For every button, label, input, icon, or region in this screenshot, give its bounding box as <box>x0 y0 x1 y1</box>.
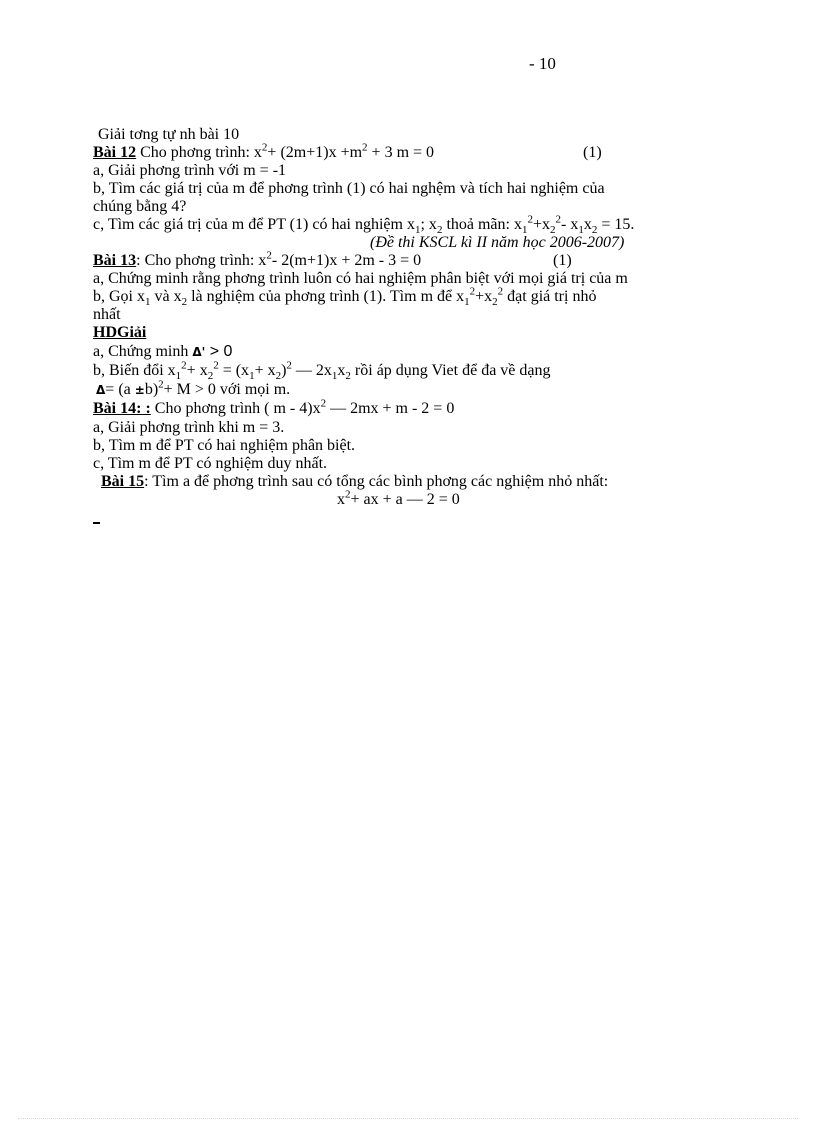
problem-12-lead: Cho phơng trình: x <box>136 144 262 161</box>
equation-part: + (2m+1)x +m <box>267 144 363 161</box>
text-run: là nghiệm của phơng trình (1). Tìm m để x <box>187 288 465 305</box>
text-run: = (a <box>105 381 135 398</box>
text-run: — 2x <box>291 362 332 379</box>
superscript: 2 <box>555 213 562 226</box>
subscript: 2 <box>436 224 443 237</box>
problem-14-heading <box>93 397 455 418</box>
page-bottom-rule <box>18 1118 798 1119</box>
problem-12-label: Bài 12 <box>93 144 137 161</box>
text-run: + x <box>254 362 276 379</box>
equation-part: - 2(m+1)x + 2m - 3 = 0 <box>271 252 422 269</box>
problem-13-part-b-cont: nhất <box>93 306 121 323</box>
text-run: = (x <box>218 362 250 379</box>
problem-13-label: Bài 13 <box>93 252 137 269</box>
subscript: 1 <box>331 370 338 383</box>
text-run: ; x <box>420 216 437 233</box>
plus-minus-icon: ± <box>134 383 145 397</box>
equation-part: + 3 m = 0 <box>367 144 435 161</box>
text-run: a, Chứng minh <box>93 343 189 360</box>
equation-number: (1) <box>583 144 602 161</box>
equation-part: — 2mx + m - 2 = 0 <box>326 400 455 417</box>
text-run: + M > 0 với mọi m. <box>163 381 291 398</box>
problem-14-part-b: b, Tìm m để PT có hai nghiệm phân biệt. <box>93 437 356 454</box>
text-run: thoả mãn: x <box>442 216 522 233</box>
text-run: + ax + a — 2 = 0 <box>350 491 460 508</box>
subscript: 1 <box>145 296 151 309</box>
superscript: 2 <box>266 249 272 262</box>
text-run: c, Tìm các giá trị của m để PT (1) có hai nghiệm x <box>93 216 415 233</box>
problem-14-part-a: a, Giải phơng trình khi m = 3. <box>93 419 285 436</box>
text-run: b, Gọi x <box>93 288 145 305</box>
text-run: đạt giá trị nhỏ <box>503 288 597 305</box>
subscript: 1 <box>464 296 470 309</box>
superscript: 2 <box>158 378 164 391</box>
superscript: 2 <box>213 359 219 372</box>
text-run: = 15. <box>597 216 635 233</box>
subscript: 2 <box>591 224 598 237</box>
subscript: 2 <box>181 296 188 309</box>
equation-number: (1) <box>553 252 572 269</box>
problem-15-label: Bài 15 <box>101 473 145 490</box>
problem-13-part-b <box>93 285 597 309</box>
text-run: +x <box>475 288 493 305</box>
subscript: 1 <box>414 224 421 237</box>
subscript: 1 <box>249 370 255 383</box>
superscript: 2 <box>181 359 187 372</box>
text-run: b) <box>144 381 159 398</box>
solution-part-a <box>93 343 232 361</box>
problem-12-part-b-cont: chúng bằng 4? <box>93 198 187 215</box>
problem-13-heading <box>93 249 422 270</box>
intro-line: Giải tơng tự nh bài 10 <box>98 126 240 143</box>
problem-15-heading <box>101 473 608 491</box>
text-run: rồi áp dụng Viet để đa về dạng <box>350 362 551 379</box>
superscript: 2 <box>261 141 268 154</box>
text-run: - x <box>561 216 579 233</box>
delta-icon: Δ <box>96 383 106 397</box>
problem-12-part-c: c, Tìm các giá trị của m để PT (1) có hai nghiệm $x_1$; $x_2$ thoả mãn: $x_1^2+x_2^2-$ $x_1x_2 = 15$. <box>93 213 635 237</box>
subscript: 2 <box>550 224 556 237</box>
solution-part-b: b, Biến đổi $x_1^2+ x_2^2 = (x_1+ x_2)^2$ — $2x_1x_2$ rồi áp dụng Viet để đa về dạng <box>93 359 551 383</box>
text-run: và x <box>150 288 182 305</box>
stray-dash <box>93 522 100 524</box>
text-run: x <box>337 491 345 508</box>
superscript: 2 <box>286 359 292 372</box>
source-note: (Đề thi KSCL kì II năm học 2006-2007) <box>370 234 625 251</box>
page-number: - 10 <box>529 54 556 73</box>
superscript: 2 <box>320 397 327 410</box>
superscript: 2 <box>345 488 351 501</box>
superscript: 2 <box>497 285 504 298</box>
subscript: 2 <box>275 370 282 383</box>
problem-12-part-b: b, Tìm các giá trị của m để phơng trình (1) có hai nghệm và tích hai nghiệm của <box>93 180 605 197</box>
subscript: 2 <box>207 370 214 383</box>
problem-14-lead: Cho phơng trình ( m - 4)x <box>150 400 321 417</box>
subscript: 1 <box>578 224 584 237</box>
subscript: 1 <box>175 370 182 383</box>
subscript: 2 <box>492 296 498 309</box>
problem-14-part-c: c, Tìm m để PT có nghiệm duy nhất. <box>93 455 328 472</box>
problem-15-equation <box>337 488 460 509</box>
solution-heading: HDGiải <box>93 324 147 341</box>
text-run: b, Biến đổi x <box>93 362 176 379</box>
superscript: 2 <box>362 141 368 154</box>
text-run: + x <box>186 362 208 379</box>
problem-13-lead: : Cho phơng trình: x <box>136 252 267 269</box>
superscript: 2 <box>469 285 476 298</box>
problem-12-heading <box>93 141 435 162</box>
problem-15-lead: : Tìm a để phơng trình sau có tổng các bình phơng các nghiệm nhỏ nhất: <box>144 473 609 490</box>
subscript: 2 <box>345 370 351 383</box>
problem-13-part-a: a, Chứng minh rằng phơng trình luôn có hai nghiệm phân biệt với mọi giá trị của m <box>93 270 628 287</box>
problem-14-label: Bài 14: : <box>93 400 151 417</box>
superscript: 2 <box>527 213 533 226</box>
subscript: 1 <box>521 224 528 237</box>
solution-part-c <box>96 378 291 399</box>
delta-prime-icon: Δ' <box>192 345 206 359</box>
text-run: ) <box>281 362 287 379</box>
problem-12-part-a: a, Giải phơng trình với m = -1 <box>93 162 287 179</box>
text-run: > 0 <box>205 343 233 360</box>
text-run: +x <box>532 216 551 233</box>
